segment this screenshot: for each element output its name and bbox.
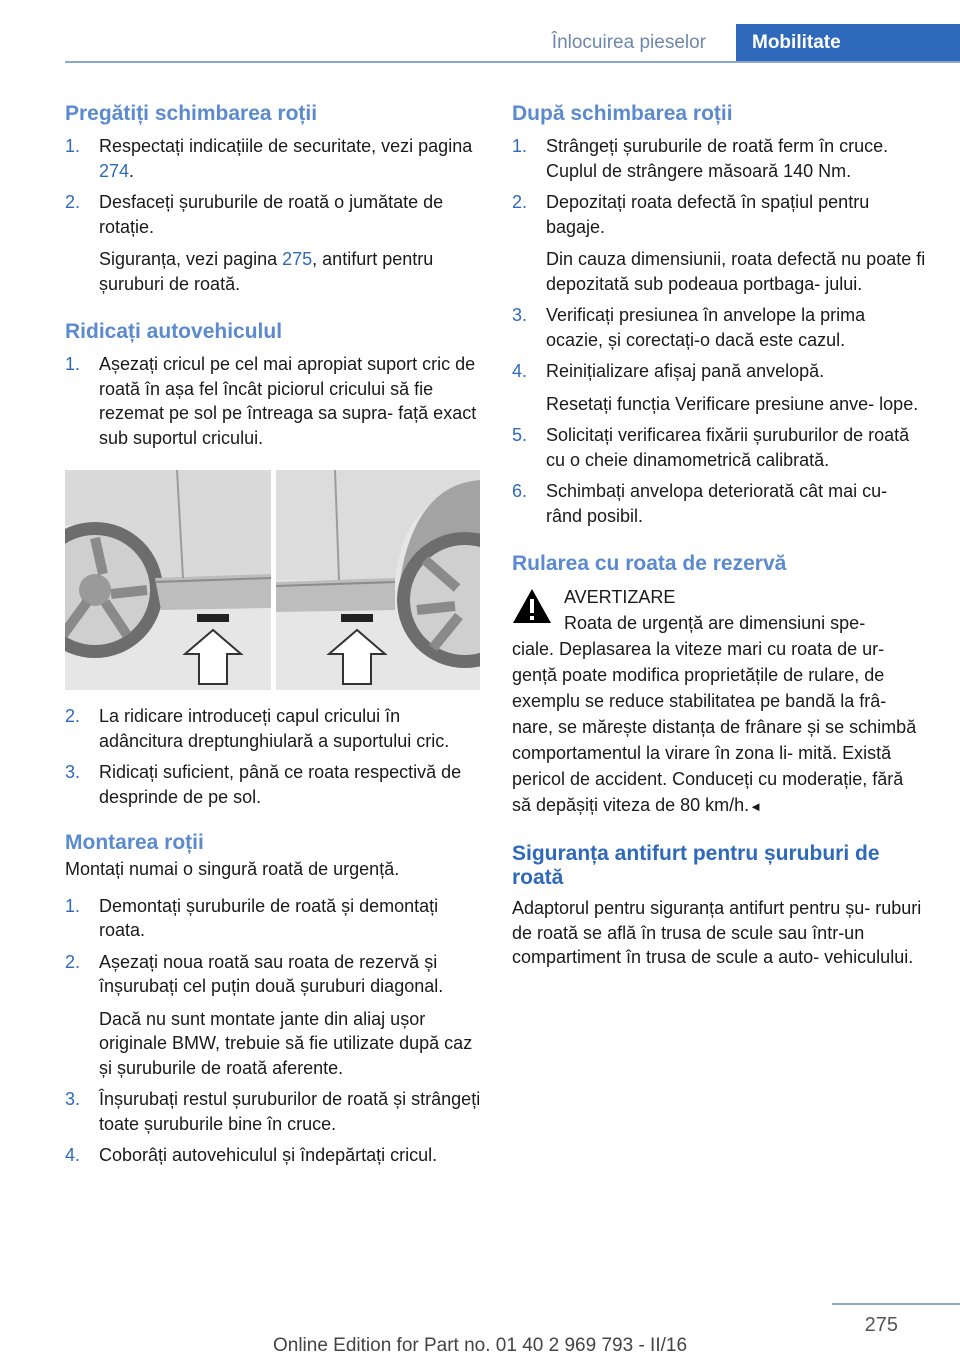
step-text: Depozitați roata defectă în spațiul pentru bagaje. xyxy=(546,192,870,237)
step-text: Ridicați suficient, până ce roata respectivă de desprinde de pe sol. xyxy=(99,762,462,807)
step-number: 3. xyxy=(65,762,81,782)
step-number: 1. xyxy=(512,136,528,156)
page-header xyxy=(0,24,960,62)
step-number: 1. xyxy=(65,354,81,374)
warning-text-rest: ciale. Deplasarea la viteze mari cu roata de ur‐ gență poate modifica proprietățile de rulare, de exemplu se reduce stabilitatea pe bandă la frâ‐ nare, se mărește distanța de frânare și se schimbă comportamentul la virare în zona li‐ mită. Există pericol de accident. Conduceți cu moderație, fără să depășiți viteza de 80 km/h. xyxy=(512,639,917,815)
page-number: 275 xyxy=(864,1314,898,1336)
section-title: Ridicați autovehiculul xyxy=(65,320,283,343)
edition-footer: Online Edition for Part no. 01 40 2 969 793 - II/16 xyxy=(272,1335,688,1356)
left-column xyxy=(65,100,483,1190)
step-number: 2. xyxy=(512,192,528,212)
section-prepare xyxy=(65,100,483,296)
end-mark: ◄ xyxy=(749,799,763,814)
step-text: . xyxy=(129,160,135,181)
warning-box xyxy=(512,584,927,820)
step-number: 2. xyxy=(65,951,81,972)
step-text: Așezați noua roată sau roata de rezervă și înșurubați cel puțin două șuruburi diagonal. xyxy=(99,951,444,996)
warning-heading: AVERTIZARE xyxy=(564,587,676,607)
page-link[interactable]: 275 xyxy=(282,249,313,269)
step-number: 1. xyxy=(65,136,81,156)
step-list xyxy=(65,134,483,296)
step-number: 3. xyxy=(65,1089,81,1109)
step-list xyxy=(65,894,483,1168)
step-text: Schimbați anvelopa deteriorată cât mai cu‐ rând posibil. xyxy=(546,481,888,526)
section-title: Siguranța antifurt pentru șuruburi de roată xyxy=(512,842,880,889)
list-item xyxy=(65,760,483,809)
section-title: Pregătiți schimbarea roții xyxy=(65,102,318,125)
step-number: 1. xyxy=(65,895,81,916)
section-title: După schimbarea roții xyxy=(512,102,733,125)
section-lock-bolt xyxy=(512,842,927,970)
list-item xyxy=(512,134,927,183)
page-link[interactable]: 274 xyxy=(99,160,130,181)
list-item xyxy=(512,479,927,528)
list-item xyxy=(65,894,483,943)
list-item xyxy=(65,190,483,296)
step-text: Verificați presiunea în anvelope la prima ocazie, și corectați-o dacă este cazul. xyxy=(546,305,866,350)
step-note: Dacă nu sunt montate jante din aliaj ușor originale BMW, trebuie să fie utilizate după caz și șuruburile de roată aferente. xyxy=(99,1008,473,1078)
list-item xyxy=(512,359,927,416)
warning-triangle-icon xyxy=(512,588,552,624)
step-number: 3. xyxy=(512,305,528,325)
step-text: La ridicare introduceți capul cricului în adâncitura dreptunghiulară a suportului cric. xyxy=(99,706,450,751)
header-chapter-tab: Mobilitate xyxy=(736,24,960,62)
step-number: 6. xyxy=(512,481,528,501)
step-note xyxy=(99,247,483,296)
list-item xyxy=(65,704,483,753)
step-text: Înșurubați restul șuruburilor de roată și strângeți toate șuruburile bine în cruce. xyxy=(99,1089,481,1134)
step-text: Strângeți șuruburile de roată ferm în cruce. Cuplul de strângere măsoară 140 Nm. xyxy=(546,136,889,181)
step-text: Desfaceți șuruburile de roată o jumătate de rotație. xyxy=(99,192,444,237)
list-item xyxy=(512,190,927,296)
step-text: Așezați cricul pe cel mai apropiat suport cric de roată în așa fel încât piciorul cricului să fie rezemat pe sol pe întreaga sa supra‐ față exact sub suportul cricului. xyxy=(99,354,477,448)
section-mount xyxy=(65,829,483,1168)
step-list xyxy=(65,352,483,450)
jack-point-illustration xyxy=(65,470,480,690)
list-item xyxy=(65,950,483,1081)
warning-text xyxy=(512,610,927,820)
list-item xyxy=(512,303,927,352)
list-item xyxy=(65,1087,483,1136)
step-text: Respectați indicațiile de securitate, vezi pagina xyxy=(99,136,473,156)
section-intro: Montați numai o singură roată de urgență. xyxy=(65,859,400,879)
step-text: Reinițializare afișaj pană anvelopă. xyxy=(546,361,825,381)
step-text: Solicitați verificarea fixării șuruburilor de roată cu o cheie dinamometrică calibrată. xyxy=(546,425,910,470)
step-text: Demontați șuruburile de roată și demontați roata. xyxy=(99,895,439,940)
section-title: Montarea roții xyxy=(65,831,204,854)
section-title: Rularea cu roata de rezervă xyxy=(512,552,787,575)
list-item xyxy=(65,352,483,450)
footer-rule xyxy=(832,1303,960,1305)
list-item xyxy=(512,423,927,472)
header-rule xyxy=(65,61,960,63)
step-list xyxy=(512,134,927,528)
step-number: 5. xyxy=(512,425,528,445)
step-number: 4. xyxy=(512,361,528,381)
step-note-text: , antifurt pentru șuruburi de roată. xyxy=(99,249,434,294)
right-column xyxy=(512,100,927,992)
step-note: Resetați funcția Verificare presiune anve‐ lope. xyxy=(546,393,919,414)
step-number: 2. xyxy=(65,192,81,212)
step-number: 2. xyxy=(65,706,81,726)
section-text: Adaptorul pentru siguranța antifurt pentru șu‐ ruburi de roată se află în trusa de scule sau într-un compartiment în trusa de scule a auto‐ vehiculului. xyxy=(512,898,922,967)
list-item xyxy=(65,134,483,183)
section-spare-wheel xyxy=(512,550,927,820)
section-after-change xyxy=(512,100,927,528)
figure-divider xyxy=(271,470,276,690)
step-list xyxy=(65,704,483,809)
step-note: Din cauza dimensiunii, roata defectă nu poate fi depozitată sub podeaua portbaga‐ jului. xyxy=(546,249,926,294)
section-lift xyxy=(65,318,483,809)
list-item xyxy=(65,1143,483,1168)
step-text: Coborâți autovehiculul și îndepărtați cricul. xyxy=(99,1145,438,1165)
step-number: 4. xyxy=(65,1145,81,1165)
warning-text-first-line: Roata de urgență are dimensiuni spe‐ xyxy=(564,613,866,633)
header-section-title: Înlocuirea pieselor xyxy=(551,32,706,53)
step-note-text: Siguranța, vezi pagina xyxy=(99,249,283,269)
